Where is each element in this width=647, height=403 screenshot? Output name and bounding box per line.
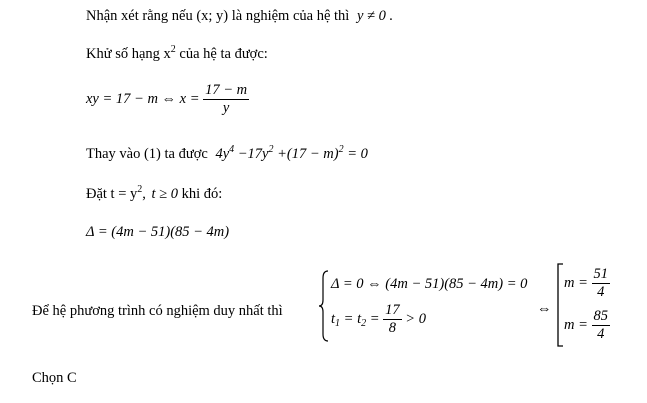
equation-x-left: xy = 17 − m ⇔ x = xyxy=(86,91,200,107)
eliminate-text-end: của hệ ta được: xyxy=(175,46,268,62)
observation-text: Nhận xét rằng nếu (x; y) là nghiệm của hệ thì xyxy=(86,8,350,24)
fraction-m1-numerator: 51 xyxy=(593,266,609,282)
line-equation-x xyxy=(86,82,249,117)
eliminate-exponent: 2 xyxy=(170,44,176,55)
fraction-m1 xyxy=(592,266,611,301)
fraction-t-denominator: 8 xyxy=(383,319,402,337)
result-row-1: m = $\frac{51}{4}$ xyxy=(564,266,609,300)
set-t-text: Đặt t = y xyxy=(86,186,138,202)
line-eliminate xyxy=(86,46,268,63)
fraction-m2-denominator: 4 xyxy=(592,325,611,343)
answer-line: Chọn C xyxy=(32,370,77,386)
fraction-t xyxy=(383,302,402,337)
set-t-exponent: 2 xyxy=(137,184,143,195)
fraction-m2 xyxy=(592,308,611,343)
line-set-t xyxy=(86,186,222,203)
set-t-condition: t ≥ 0 xyxy=(151,186,179,202)
eliminate-text: Khử số hạng x xyxy=(86,46,171,62)
fraction-x-numerator: 17 − m xyxy=(205,82,248,98)
observation-math: y ≠ 0 . xyxy=(356,8,394,24)
fraction-m2-numerator: 85 xyxy=(593,308,609,324)
result-bracket xyxy=(556,263,564,347)
line-observation xyxy=(86,8,393,25)
substitute-text: Thay vào (1) ta được xyxy=(86,146,208,162)
substitute-math: $4y^4 -17y^2 +(17 - m)^2 = 0$ xyxy=(215,144,368,162)
set-t-text-end: khi đó: xyxy=(178,186,223,202)
line-condition: Để hệ phương trình có nghiệm duy nhất thì xyxy=(32,303,283,319)
fraction-x-denominator: y xyxy=(203,99,249,117)
fraction-m1-denominator: 4 xyxy=(592,283,611,301)
system-row-2: $t_1 = t_2$ = $\frac{17}{8}$ > 0 xyxy=(331,302,426,336)
equivalence-symbol: ⇔ xyxy=(537,301,552,317)
fraction-x xyxy=(203,82,249,117)
line-substitute xyxy=(86,146,368,163)
fraction-t-numerator: 17 xyxy=(385,302,400,318)
system-brace xyxy=(318,270,330,342)
line-delta: Δ = (4m − 51)(85 − 4m) xyxy=(86,224,230,240)
result-row-2: m = $\frac{85}{4}$ xyxy=(564,308,609,342)
set-t-comma: , xyxy=(142,186,146,202)
system-row-1: Δ = 0 ⇔ (4m − 51)(85 − 4m) = 0 xyxy=(331,276,528,292)
